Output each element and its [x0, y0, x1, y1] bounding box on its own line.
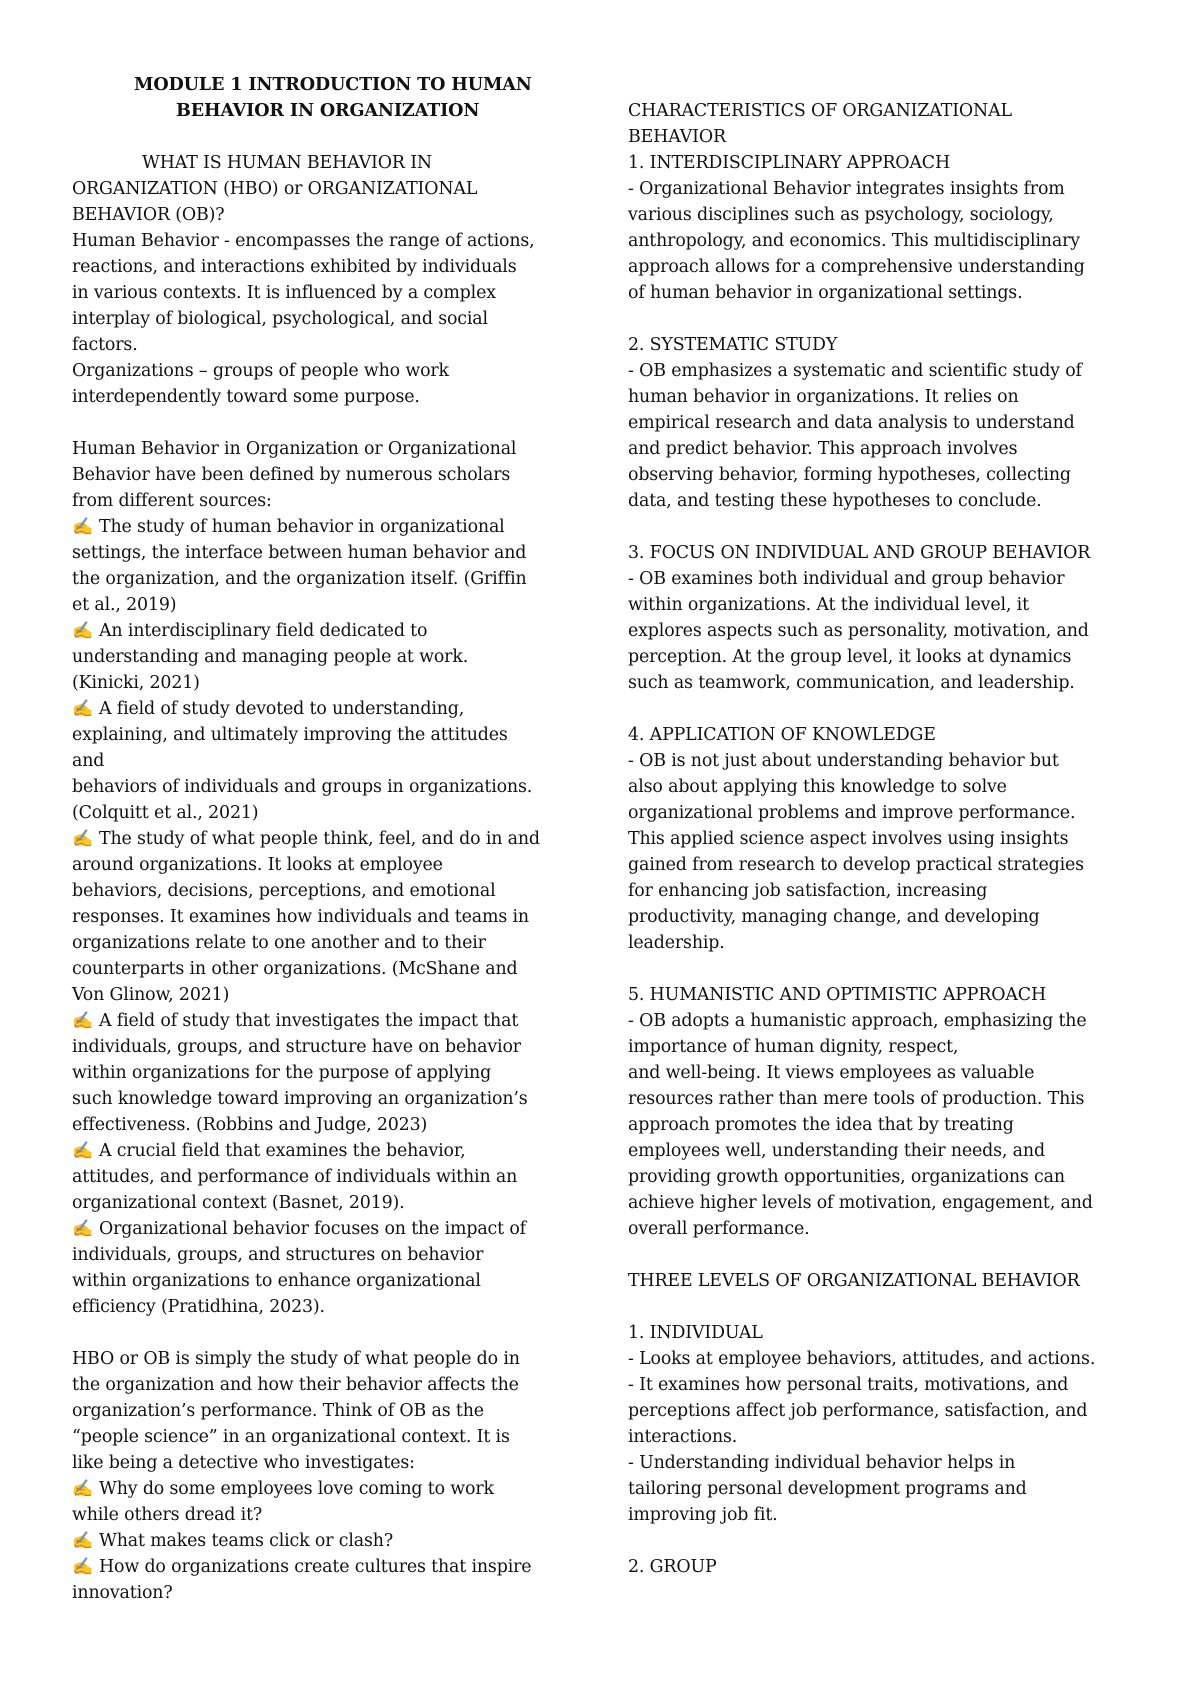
right-line-text: and well-being. It views employees as valuable — [628, 1063, 1035, 1083]
right-line-text: approach promotes the idea that by treating — [628, 1115, 1014, 1135]
right-line-text: within organizations. At the individual level, it — [628, 595, 1029, 615]
right-line-text: explores aspects such as personality, motivation, and — [628, 621, 1089, 641]
right-line-text: tailoring personal development programs and — [628, 1479, 1027, 1499]
right-text-line — [628, 644, 1071, 670]
left-text-line — [72, 384, 420, 410]
left-text-line — [72, 254, 517, 280]
writing-hand-icon: ✍ — [72, 1141, 94, 1161]
right-line-text: 2. GROUP — [628, 1557, 717, 1577]
left-text-line — [72, 956, 518, 982]
left-text-line — [72, 1034, 521, 1060]
left-line-text: the organization, and the organization itself. (Griffin — [72, 569, 527, 589]
right-line-text: productivity, managing change, and developing — [628, 907, 1040, 927]
right-text-line — [628, 1502, 778, 1528]
right-line-text: 2. SYSTEMATIC STUDY — [628, 335, 838, 355]
right-line-text: providing growth opportunities, organizations can — [628, 1167, 1065, 1187]
left-text-line — [72, 982, 229, 1008]
left-text-line — [72, 280, 496, 306]
left-line-text: Why do some employees love coming to work — [99, 1479, 494, 1499]
right-line-text: various disciplines such as psychology, sociology, — [628, 205, 1054, 225]
right-line-text: - OB emphasizes a systematic and scientific study of — [628, 361, 1082, 381]
right-line-text: human behavior in organizations. It relies on — [628, 387, 1019, 407]
left-line-text: explaining, and ultimately improving the attitudes — [72, 725, 508, 745]
left-line-text: ORGANIZATION (HBO) or ORGANIZATIONAL — [72, 179, 478, 199]
left-text-line — [72, 488, 272, 514]
right-text-line — [628, 1398, 1087, 1424]
left-line-text: behaviors of individuals and groups in organizations. — [72, 777, 533, 797]
right-line-text: - Understanding individual behavior helps in — [628, 1453, 1016, 1473]
left-line-text: A field of study devoted to understanding, — [99, 699, 465, 719]
left-line-text: Von Glinow, 2021) — [72, 985, 230, 1005]
right-line-text: leadership. — [628, 933, 725, 953]
writing-hand-icon: ✍ — [72, 699, 94, 719]
right-text-line — [628, 1008, 1087, 1034]
left-text-line — [72, 202, 224, 228]
left-text-line — [72, 800, 258, 826]
left-line-text: innovation? — [72, 1583, 173, 1603]
left-text-line — [72, 332, 138, 358]
left-text-line — [72, 1294, 325, 1320]
right-text-line — [628, 1216, 810, 1242]
left-line-text: Organizations – groups of people who work — [72, 361, 449, 381]
right-text-line — [628, 436, 1017, 462]
left-text-line — [72, 1216, 526, 1242]
right-text-line — [628, 982, 1046, 1008]
right-text-line — [628, 1138, 1045, 1164]
right-text-line — [628, 1346, 1095, 1372]
left-text-line — [72, 540, 526, 566]
right-text-line — [628, 98, 1012, 124]
right-text-line — [628, 800, 1075, 826]
left-line-text: responses. It examines how individuals and teams in — [72, 907, 529, 927]
left-line-text: individuals, groups, and structures on behavior — [72, 1245, 484, 1265]
right-text-line — [628, 1086, 1084, 1112]
left-text-line — [72, 1190, 405, 1216]
right-line-text: improving job fit. — [628, 1505, 778, 1525]
right-line-text: of human behavior in organizational settings. — [628, 283, 1023, 303]
left-line-text: like being a detective who investigates: — [72, 1453, 415, 1473]
left-line-text: from different sources: — [72, 491, 272, 511]
left-text-line — [72, 644, 468, 670]
right-text-line — [628, 826, 1068, 852]
left-line-text: organization’s performance. Think of OB as the — [72, 1401, 484, 1421]
left-text-line — [72, 670, 200, 696]
right-text-line — [628, 748, 1059, 774]
right-text-line — [628, 1450, 1015, 1476]
right-line-text: - OB is not just about understanding behavior but — [628, 751, 1059, 771]
right-text-line — [628, 384, 1019, 410]
right-text-line — [628, 1554, 717, 1580]
left-text-line — [72, 878, 496, 904]
right-text-line — [628, 540, 1090, 566]
left-line-text: A crucial field that examines the behavior, — [99, 1141, 466, 1161]
writing-hand-icon: ✍ — [72, 621, 94, 641]
left-line-text: (Colquitt et al., 2021) — [72, 803, 259, 823]
right-line-text: 1. INDIVIDUAL — [628, 1323, 763, 1343]
right-line-text: resources rather than mere tools of production. This — [628, 1089, 1085, 1109]
left-line-text: the organization and how their behavior affects the — [72, 1375, 519, 1395]
right-line-text: anthropology, and economics. This multidisciplinary — [628, 231, 1080, 251]
left-line-text: factors. — [72, 335, 138, 355]
left-text-line — [72, 852, 443, 878]
left-line-text: within organizations to enhance organizational — [72, 1271, 481, 1291]
module-title-line-2: BEHAVIOR IN ORGANIZATION — [176, 100, 480, 121]
right-line-text: perception. At the group level, it looks at dynamics — [628, 647, 1072, 667]
left-line-text: How do organizations create cultures that inspire — [99, 1557, 532, 1577]
right-line-text: interactions. — [628, 1427, 738, 1447]
right-text-line — [628, 176, 1065, 202]
left-text-line — [72, 774, 532, 800]
left-line-text: WHAT IS HUMAN BEHAVIOR IN — [142, 153, 432, 173]
left-text-line — [72, 930, 486, 956]
left-text-line — [72, 228, 535, 254]
left-text-line — [72, 1502, 262, 1528]
right-line-text: perceptions affect job performance, satisfaction, and — [628, 1401, 1088, 1421]
left-text-line — [72, 566, 527, 592]
left-line-text: organizations relate to one another and to their — [72, 933, 486, 953]
left-text-line — [72, 1372, 519, 1398]
right-text-line — [628, 1372, 1068, 1398]
left-text-line — [72, 748, 104, 774]
right-text-line — [628, 592, 1029, 618]
left-text-line — [72, 1164, 517, 1190]
right-text-line — [628, 1060, 1034, 1086]
right-text-line — [628, 280, 1022, 306]
right-line-text: - OB adopts a humanistic approach, emphasizing the — [628, 1011, 1087, 1031]
right-line-text: 3. FOCUS ON INDIVIDUAL AND GROUP BEHAVIOR — [628, 543, 1091, 563]
left-line-text: The study of what people think, feel, and do in and — [99, 829, 540, 849]
left-text-line — [72, 462, 510, 488]
left-line-text: behaviors, decisions, perceptions, and emotional — [72, 881, 496, 901]
right-line-text: 5. HUMANISTIC AND OPTIMISTIC APPROACH — [628, 985, 1046, 1005]
right-line-text: - Organizational Behavior integrates insights from — [628, 179, 1065, 199]
right-line-text: - It examines how personal traits, motivations, and — [628, 1375, 1069, 1395]
left-line-text: interdependently toward some purpose. — [72, 387, 420, 407]
right-text-line — [628, 1424, 737, 1450]
left-line-text: settings, the interface between human behavior and — [72, 543, 527, 563]
right-text-line — [628, 488, 1042, 514]
left-line-text: A field of study that investigates the impact that — [99, 1011, 519, 1031]
right-line-text: overall performance. — [628, 1219, 810, 1239]
writing-hand-icon: ✍ — [72, 517, 94, 537]
writing-hand-icon: ✍ — [72, 1219, 94, 1239]
left-text-line — [72, 722, 508, 748]
right-text-line — [628, 618, 1089, 644]
left-line-text: interplay of biological, psychological, and social — [72, 309, 488, 329]
right-text-line — [628, 1112, 1014, 1138]
right-line-text: organizational problems and improve performance. — [628, 803, 1076, 823]
right-text-line — [628, 670, 1075, 696]
right-line-text: data, and testing these hypotheses to conclude. — [628, 491, 1042, 511]
left-text-line — [72, 1554, 531, 1580]
right-text-line — [628, 1190, 1093, 1216]
left-line-text: (Kinicki, 2021) — [72, 673, 200, 693]
writing-hand-icon: ✍ — [72, 1531, 94, 1551]
left-line-text: in various contexts. It is influenced by a complex — [72, 283, 496, 303]
left-line-text: and — [72, 751, 105, 771]
left-text-line — [72, 592, 176, 618]
left-text-line — [72, 1060, 491, 1086]
left-text-line — [72, 1528, 393, 1554]
right-text-line — [628, 202, 1054, 228]
left-text-line — [72, 306, 488, 332]
right-line-text: - OB examines both individual and group behavior — [628, 569, 1065, 589]
left-text-line — [72, 176, 477, 202]
right-line-text: importance of human dignity, respect, — [628, 1037, 959, 1057]
left-line-text: The study of human behavior in organizational — [99, 517, 505, 537]
left-text-line — [72, 1450, 415, 1476]
right-line-text: and predict behavior. This approach involves — [628, 439, 1018, 459]
right-line-text: observing behavior, forming hypotheses, collecting — [628, 465, 1071, 485]
module-title-line-1: MODULE 1 INTRODUCTION TO HUMAN — [134, 74, 532, 95]
right-text-line — [628, 410, 1075, 436]
right-text-line — [628, 852, 1084, 878]
writing-hand-icon: ✍ — [72, 1011, 94, 1031]
right-text-line — [628, 1476, 1027, 1502]
left-text-line — [72, 358, 449, 384]
left-text-line — [72, 1424, 510, 1450]
left-line-text: An interdisciplinary field dedicated to — [99, 621, 428, 641]
right-line-text: BEHAVIOR — [628, 127, 726, 147]
right-line-text: employees well, understanding their needs, and — [628, 1141, 1045, 1161]
left-text-line — [72, 1268, 481, 1294]
right-line-text: 4. APPLICATION OF KNOWLEDGE — [628, 725, 936, 745]
left-line-text: organizational context (Basnet, 2019). — [72, 1193, 405, 1213]
right-text-line — [628, 1164, 1065, 1190]
left-line-text: understanding and managing people at work. — [72, 647, 469, 667]
left-text-line — [72, 826, 540, 852]
right-text-line — [628, 722, 936, 748]
left-line-text: within organizations for the purpose of applying — [72, 1063, 492, 1083]
right-line-text: also about applying this knowledge to solve — [628, 777, 1007, 797]
writing-hand-icon: ✍ — [72, 1557, 94, 1577]
left-text-line — [72, 1138, 466, 1164]
left-text-line — [72, 1242, 483, 1268]
left-line-text: BEHAVIOR (OB)? — [72, 205, 225, 225]
left-line-text: individuals, groups, and structure have on behavior — [72, 1037, 521, 1057]
right-text-line — [628, 774, 1007, 800]
left-line-text: effectiveness. (Robbins and Judge, 2023) — [72, 1115, 428, 1135]
right-text-line — [628, 566, 1064, 592]
left-text-line — [72, 1398, 484, 1424]
right-line-text: This applied science aspect involves using insights — [628, 829, 1069, 849]
right-text-line — [628, 462, 1071, 488]
right-text-line — [628, 930, 725, 956]
right-text-line — [628, 150, 950, 176]
right-text-line — [628, 358, 1082, 384]
right-line-text: 1. INTERDISCIPLINARY APPROACH — [628, 153, 950, 173]
left-line-text: Behavior have been defined by numerous scholars — [72, 465, 511, 485]
left-line-text: “people science” in an organizational context. It is — [72, 1427, 510, 1447]
left-line-text: HBO or OB is simply the study of what people do in — [72, 1349, 520, 1369]
left-text-line — [72, 1086, 528, 1112]
right-line-text: CHARACTERISTICS OF ORGANIZATIONAL — [628, 101, 1012, 121]
left-line-text: around organizations. It looks at employee — [72, 855, 443, 875]
right-line-text: achieve higher levels of motivation, engagement, and — [628, 1193, 1093, 1213]
right-text-line — [628, 1034, 958, 1060]
left-line-text: Organizational behavior focuses on the impact of — [99, 1219, 526, 1239]
right-line-text: gained from research to develop practical strategies — [628, 855, 1084, 875]
right-text-line — [628, 228, 1080, 254]
left-line-text: reactions, and interactions exhibited by individuals — [72, 257, 517, 277]
left-line-text: such knowledge toward improving an organization’s — [72, 1089, 528, 1109]
left-line-text: while others dread it? — [72, 1505, 263, 1525]
right-line-text: THREE LEVELS OF ORGANIZATIONAL BEHAVIOR — [628, 1271, 1080, 1291]
right-line-text: approach allows for a comprehensive understanding — [628, 257, 1085, 277]
left-text-line — [72, 696, 464, 722]
left-text-line — [142, 150, 432, 176]
right-text-line — [628, 1320, 763, 1346]
left-line-text: Human Behavior - encompasses the range of actions, — [72, 231, 535, 251]
right-text-line — [628, 904, 1040, 930]
left-text-line — [72, 904, 529, 930]
left-line-text: attitudes, and performance of individuals within an — [72, 1167, 518, 1187]
writing-hand-icon: ✍ — [72, 829, 94, 849]
left-line-text: counterparts in other organizations. (McShane and — [72, 959, 518, 979]
right-line-text: empirical research and data analysis to understand — [628, 413, 1075, 433]
left-text-line — [72, 1346, 520, 1372]
left-line-text: et al., 2019) — [72, 595, 177, 615]
writing-hand-icon: ✍ — [72, 1479, 94, 1499]
right-text-line — [628, 254, 1085, 280]
left-text-line — [72, 1112, 427, 1138]
right-text-line — [628, 1268, 1080, 1294]
left-text-line — [72, 436, 516, 462]
right-text-line — [628, 878, 987, 904]
right-line-text: such as teamwork, communication, and leadership. — [628, 673, 1075, 693]
right-line-text: - Looks at employee behaviors, attitudes, and actions. — [628, 1349, 1096, 1369]
left-line-text: What makes teams click or clash? — [99, 1531, 393, 1551]
left-text-line — [72, 1476, 494, 1502]
left-text-line — [72, 618, 427, 644]
left-text-line — [72, 1580, 173, 1606]
right-line-text: for enhancing job satisfaction, increasing — [628, 881, 988, 901]
left-line-text: efficiency (Pratidhina, 2023). — [72, 1297, 325, 1317]
right-text-line — [628, 124, 726, 150]
left-line-text: Human Behavior in Organization or Organizational — [72, 439, 517, 459]
left-text-line — [72, 1008, 518, 1034]
right-text-line — [628, 332, 837, 358]
left-text-line — [72, 514, 505, 540]
